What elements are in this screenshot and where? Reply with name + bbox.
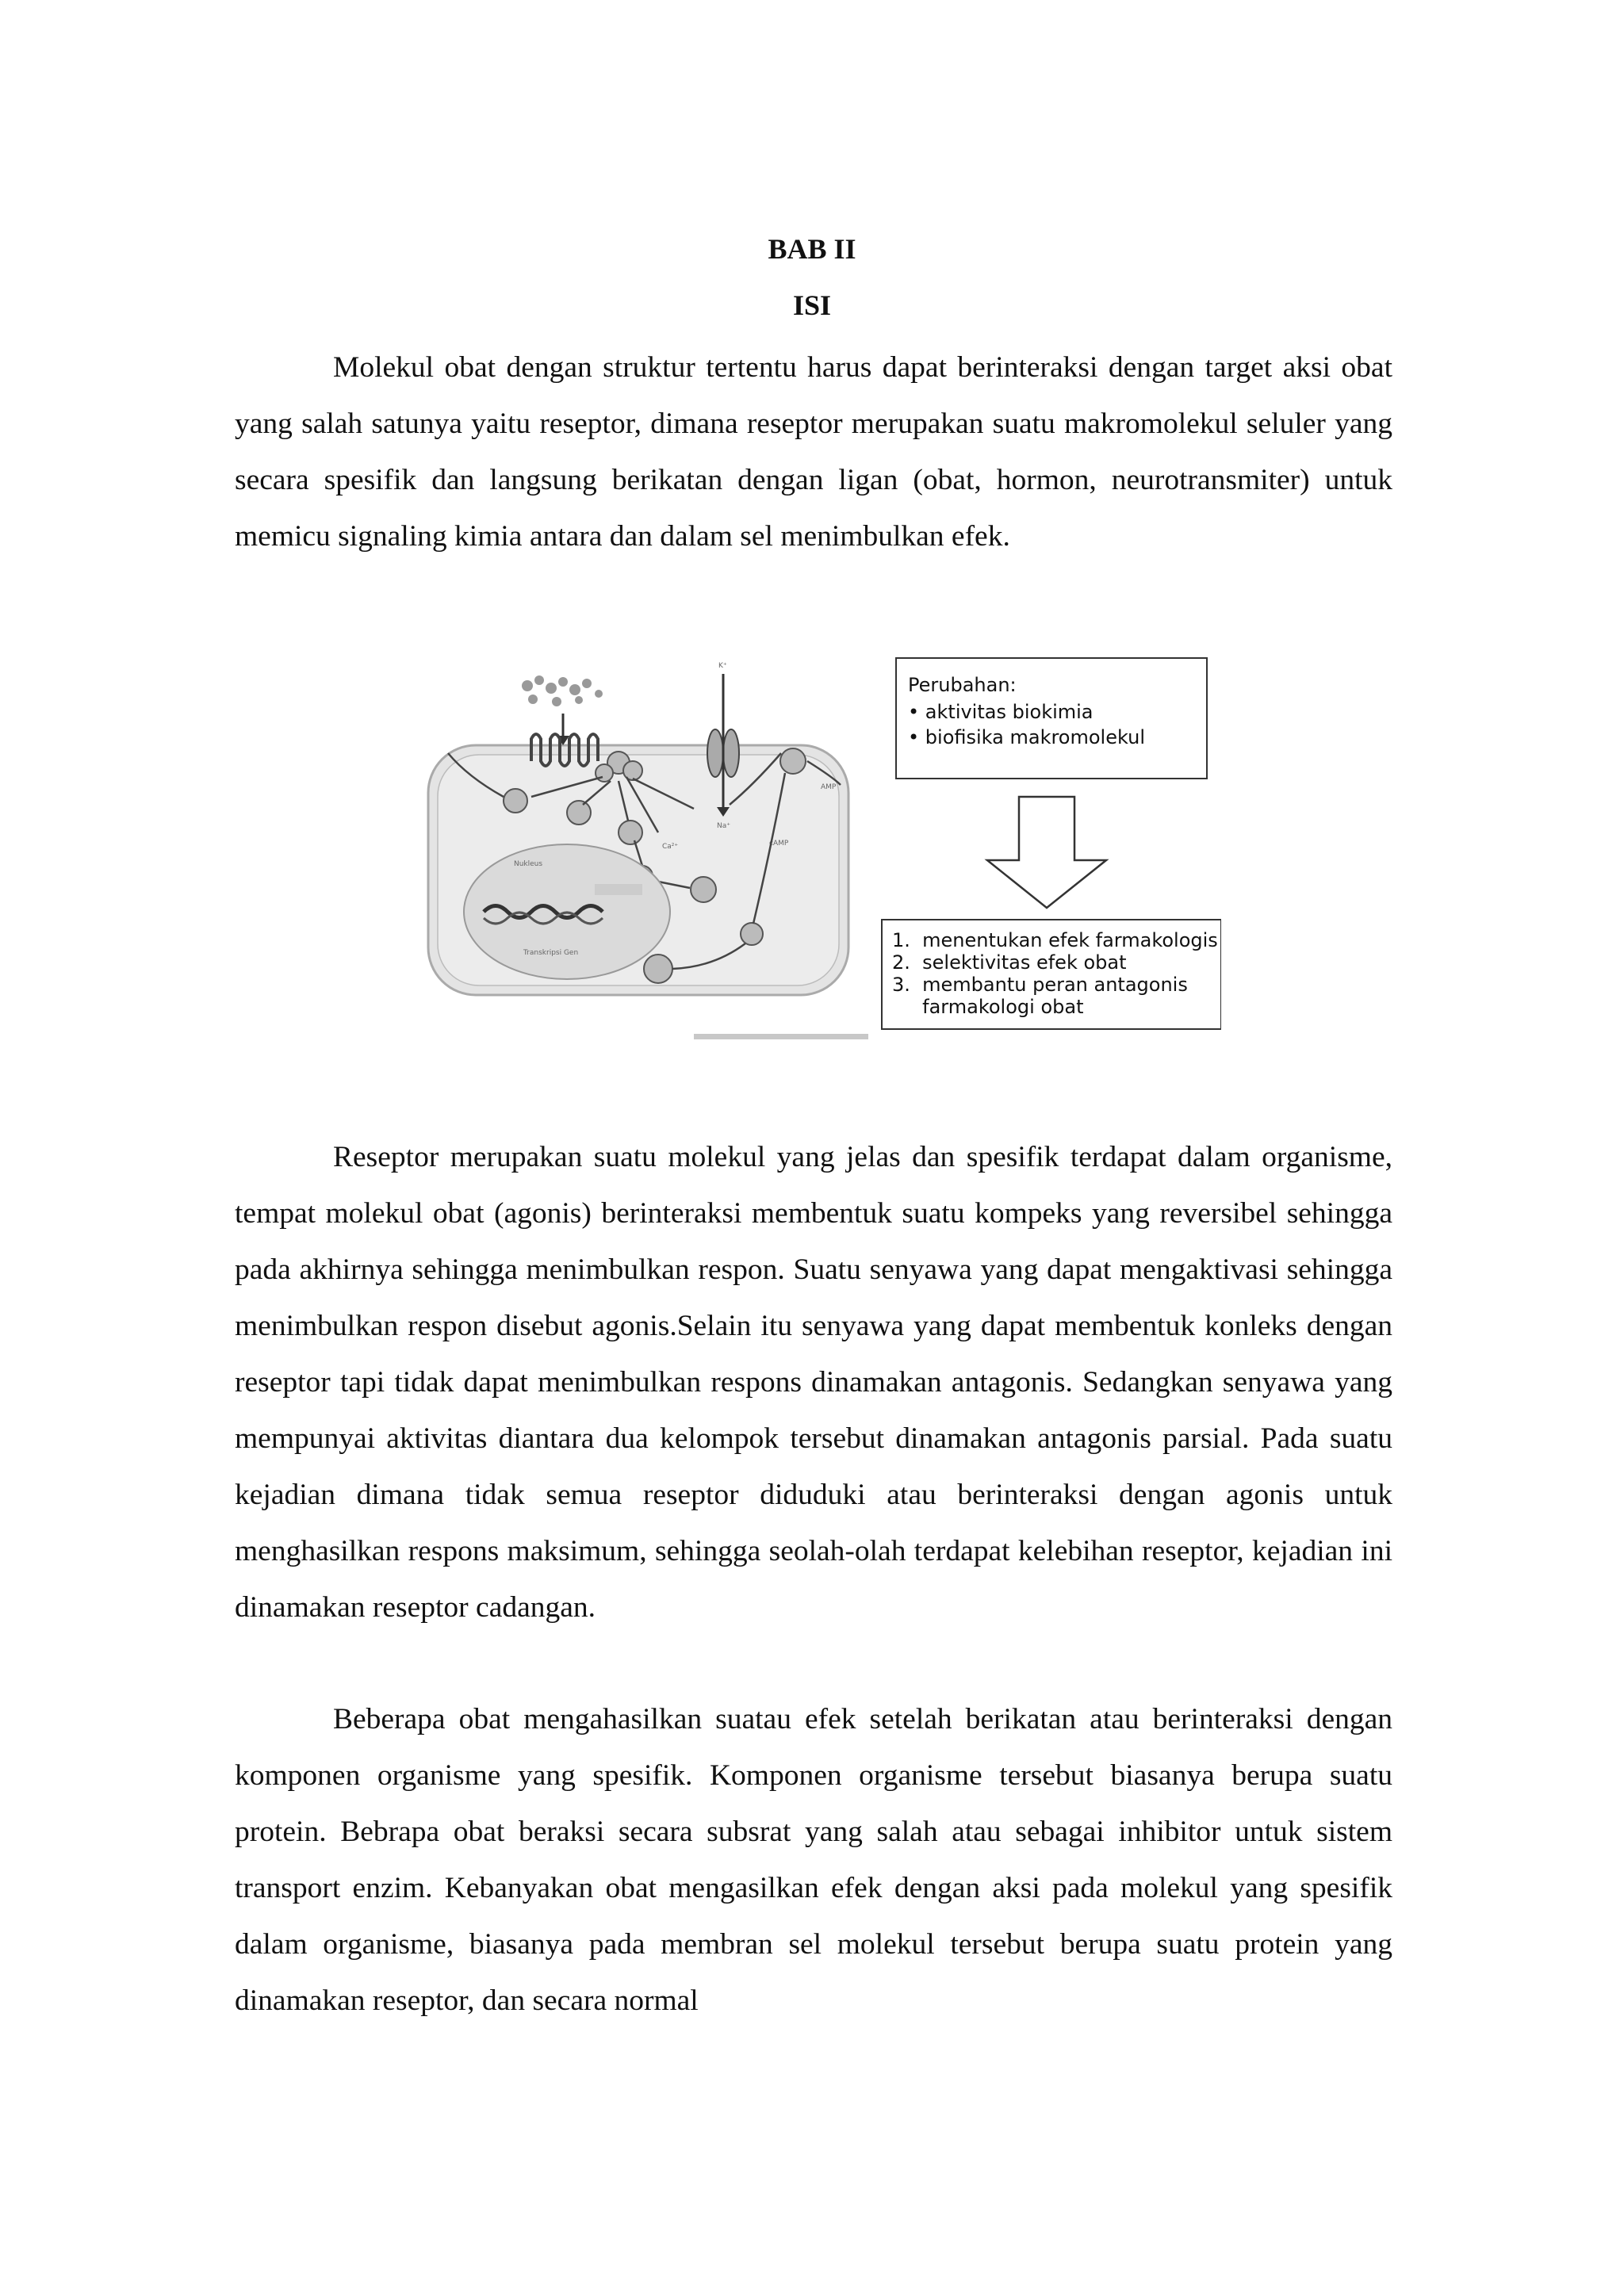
ligand-molecules — [522, 675, 603, 706]
calcium-label: Ca²⁺ — [662, 843, 679, 851]
changes-item-1: • aktivitas biokimia — [908, 701, 1094, 723]
effects-item-2: 2. selektivitas efek obat — [892, 951, 1127, 974]
camp-label: cAMP — [769, 840, 789, 848]
effects-item-3: 3. membantu peran antagonis — [892, 974, 1188, 996]
paragraph-3-text: Beberapa obat mengahasilkan suatau efek setelah berikatan atau berinteraksi dengan komponen organisme yang spesifik. Komponen organisme tersebut biasanya berupa suatu protein. Bebrapa obat beraksi secara subsrat yang salah atau sebagai inhibitor untuk sistem transport enzim. Kebanyakan obat mengasilkan efek dengan aksi pada molekul yang spesifik dalam organisme, biasanya pada membran sel molekul tersebut berupa suatu protein yang dinamakan reseptor, dan secara normal — [235, 1703, 1392, 2017]
paragraph-3 — [235, 1691, 1392, 2029]
paragraph-2-text: Reseptor merupakan suatu molekul yang jelas dan spesifik terdapat dalam organisme, tempat molekul obat (agonis) berinteraksi membentuk suatu kompeks yang reversibel sehingga pada akhirnya sehingga menimbulkan respon. Suatu senyawa yang dapat mengaktivasi sehingga menimbulkan respon disebut agonis.Selain itu senyawa yang dapat membentuk konleks dengan reseptor tapi tidak dapat menimbulkan respons dinamakan antagonis. Sedangkan senyawa yang mempunyai aktivitas diantara dua kelompok tersebut dinamakan antagonis parsial. Pada suatu kejadian dimana tidak semua reseptor diduduki atau berinteraksi dengan agonis untuk menghasilkan respons maksimum, sehingga seolah-olah terdapat kelebihan reseptor, kejadian ini dinamakan reseptor cadangan. — [235, 1141, 1392, 1624]
nucleus-label: Nukleus — [514, 860, 543, 868]
amp-label: AMP — [821, 783, 837, 791]
paragraph-2 — [235, 1129, 1392, 1636]
down-arrow-icon — [987, 797, 1106, 908]
paragraph-1 — [235, 339, 1392, 564]
ion-inside-label: Na⁺ — [717, 822, 730, 830]
chapter-heading: BAB II — [768, 233, 856, 265]
changes-title: Perubahan: — [908, 674, 1017, 696]
receptor-figure — [420, 650, 1221, 1062]
changes-item-2-text: biofisika makromolekul — [925, 726, 1146, 748]
section-heading: ISI — [792, 289, 832, 321]
receptor-diagram — [420, 650, 1221, 1062]
ion-top-label: K⁺ — [718, 662, 727, 670]
changes-item-1-text: aktivitas biokimia — [925, 701, 1094, 723]
effects-item-3-cont: farmakologi obat — [892, 996, 1084, 1018]
paragraph-1-text: Molekul obat dengan struktur tertentu harus dapat berinteraksi dengan target aksi obat yang salah satunya yaitu reseptor, dimana reseptor merupakan suatu makromolekul seluler yang secara spesifik dan langsung berikatan dengan ligan (obat, hormon, neurotransmiter) untuk memicu signaling kimia antara dan dalam sel menimbulkan efek. — [235, 351, 1392, 553]
changes-item-2: • biofisika makromolekul — [908, 726, 1146, 748]
transcription-label: Transkripsi Gen — [523, 949, 579, 957]
figure-credit — [694, 1034, 868, 1039]
effects-item-1: 1. menentukan efek farmakologis — [892, 929, 1218, 951]
